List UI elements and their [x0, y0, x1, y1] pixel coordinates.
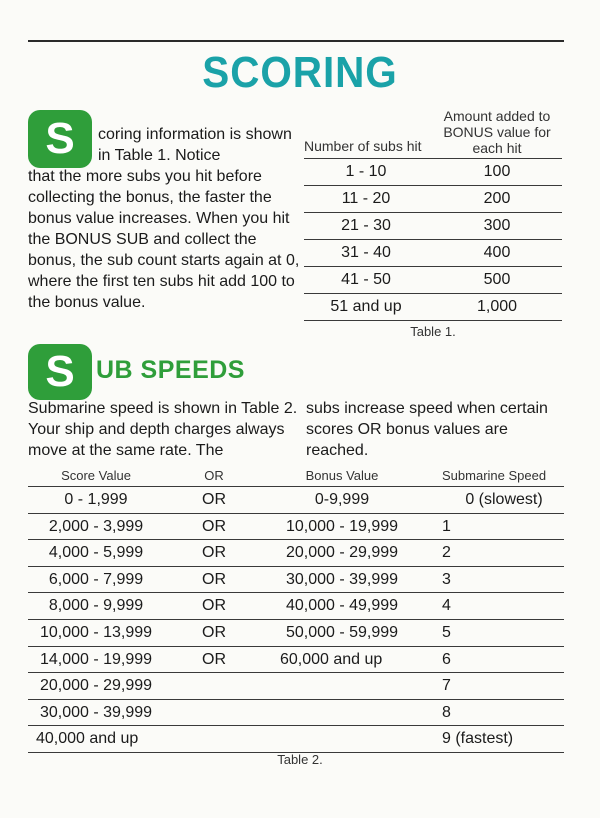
table-row: [28, 566, 564, 593]
amount-cell: 100: [483, 163, 511, 180]
score-cell: 10,000 - 13,999: [39, 623, 153, 641]
score-cell: 6,000 - 7,999: [48, 570, 144, 588]
speed-cell: 0 (slowest): [465, 491, 543, 508]
table-row: [28, 646, 564, 673]
top-rule: [28, 40, 564, 42]
table-row: [28, 592, 564, 619]
speed-cell: 9 (fastest): [442, 730, 514, 748]
speed-cell: 8: [442, 703, 451, 721]
table-row: [304, 239, 562, 266]
bonus-cell: 40,000 - 49,999: [285, 597, 399, 615]
speed-cell: 2: [442, 544, 451, 562]
speed-cell: 7: [442, 677, 451, 695]
or-cell: OR: [202, 597, 226, 615]
page-title: SCORING: [202, 48, 398, 97]
table-row: [28, 539, 564, 566]
subs-cell: 21 - 30: [341, 217, 391, 234]
score-cell: 2,000 - 3,999: [48, 517, 144, 535]
subs-cell: 31 - 40: [341, 244, 391, 261]
speed-cell: 1: [442, 517, 451, 535]
amount-cell: 1,000: [476, 298, 518, 315]
subs-cell: 51 and up: [330, 298, 402, 315]
sub-speeds-text-right: subs increase speed when certain scores OR bonus values are reached.: [306, 400, 548, 459]
amount-cell: 200: [483, 190, 511, 207]
table-1-header-subs: Number of subs hit: [304, 138, 422, 154]
scoring-intro-first: coring information is shown in Table 1. Notice: [98, 126, 292, 164]
bonus-cell: 20,000 - 29,999: [285, 544, 399, 562]
or-cell: OR: [202, 570, 226, 588]
table-row: [304, 158, 562, 185]
bonus-cell: 50,000 - 59,999: [285, 623, 399, 641]
table-row: [28, 699, 564, 726]
or-cell: OR: [202, 517, 226, 535]
table-row: [28, 725, 564, 753]
table-1-header: [304, 108, 562, 158]
bonus-cell: 0-9,999: [314, 491, 370, 508]
table-1-caption: Table 1.: [410, 324, 456, 339]
or-cell: OR: [202, 650, 226, 668]
table-1: [304, 108, 562, 321]
speed-cell: 5: [442, 623, 451, 641]
bonus-cell: 60,000 and up: [280, 650, 383, 668]
table-2: [28, 466, 564, 753]
sub-speeds-text-left: Submarine speed is shown in Table 2. Your ship and depth charges always move at the same rate. The: [28, 400, 298, 459]
score-cell: 0 - 1,999: [64, 491, 128, 508]
table-row: [304, 185, 562, 212]
header-score: Score Value: [61, 468, 131, 483]
table-2-header: [28, 466, 564, 486]
scoring-intro-rest: that the more subs you hit before collecting the bonus, the faster the bonus value increases. When you hit the BONUS SUB and collect the bonus, the sub count starts again at 0, where the first ten subs hit add 100 to the bonus value.: [28, 168, 300, 311]
speed-cell: 4: [442, 597, 451, 615]
speed-cell: 3: [442, 570, 451, 588]
header-or: OR: [204, 468, 224, 483]
score-cell: 30,000 - 39,999: [39, 703, 153, 721]
subs-cell: 41 - 50: [341, 271, 391, 288]
scoring-dropcap: S: [28, 110, 92, 168]
amount-cell: 300: [483, 217, 511, 234]
table-row: [28, 672, 564, 699]
score-cell: 40,000 and up: [36, 730, 139, 748]
bonus-cell: 10,000 - 19,999: [285, 517, 399, 535]
header-speed: Submarine Speed: [442, 468, 547, 483]
amount-cell: 500: [483, 271, 511, 288]
speed-cell: 6: [442, 650, 451, 668]
table-row: [28, 619, 564, 646]
table-row: [304, 293, 562, 321]
score-cell: 4,000 - 5,999: [48, 544, 144, 562]
table-row: [304, 266, 562, 293]
sub-speeds-dropcap: S: [28, 344, 92, 400]
subs-cell: 1 - 10: [345, 163, 387, 180]
table-row: [28, 486, 564, 513]
table-row: [28, 513, 564, 540]
or-cell: OR: [202, 623, 226, 641]
or-cell: OR: [202, 544, 226, 562]
table-2-caption: Table 2.: [277, 752, 323, 767]
table-row: [304, 212, 562, 239]
subs-cell: 11 - 20: [341, 190, 391, 207]
score-cell: 14,000 - 19,999: [39, 650, 153, 668]
bonus-cell: 30,000 - 39,999: [285, 570, 399, 588]
header-bonus: Bonus Value: [305, 468, 379, 483]
table-1-header-amount: Amount added to BONUS value for each hit: [443, 108, 551, 156]
amount-cell: 400: [483, 244, 511, 261]
or-cell: OR: [202, 491, 226, 508]
sub-speeds-heading: UB SPEEDS: [96, 356, 245, 384]
score-cell: 20,000 - 29,999: [39, 677, 153, 695]
score-cell: 8,000 - 9,999: [48, 597, 144, 615]
